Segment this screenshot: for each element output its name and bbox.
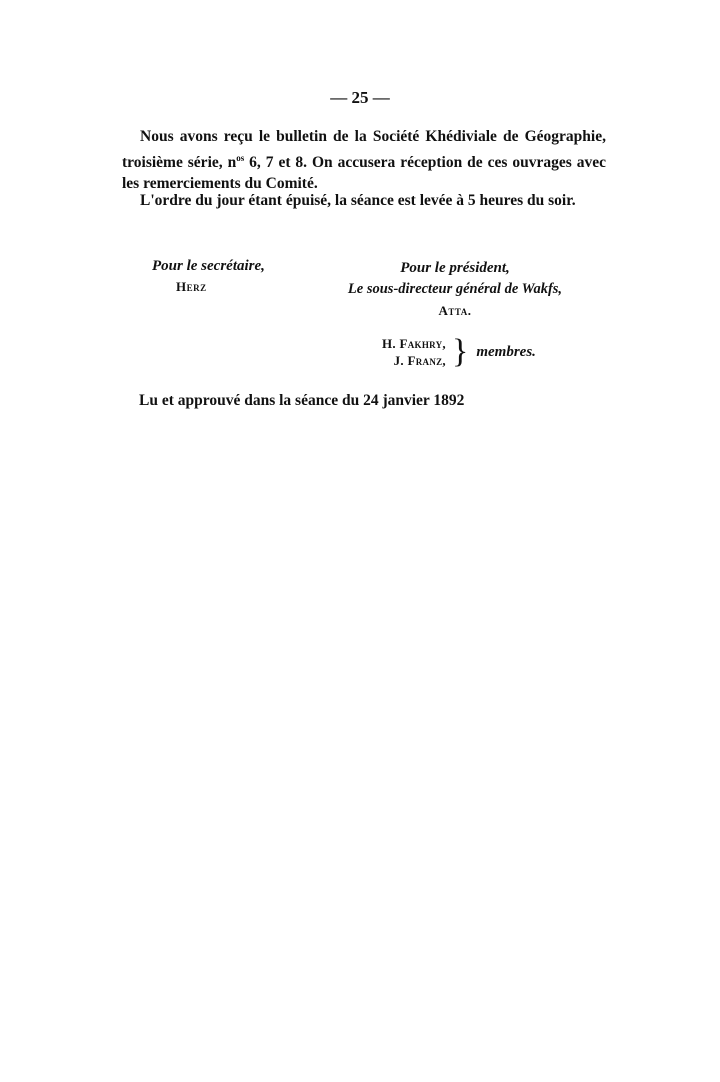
paragraph-receipt-rest: 6, 7 et 8. On accusera réception de ces ouvrages avec les remerciements du Comité. xyxy=(122,153,606,193)
president-signature-subtitle: Le sous-directeur général de Wakfs, xyxy=(347,281,563,297)
members-names xyxy=(382,335,446,369)
members-block xyxy=(382,335,536,369)
president-signature-title: Pour le président, xyxy=(400,260,510,276)
member-name: J. Franz, xyxy=(393,353,446,368)
paragraph-receipt xyxy=(122,126,606,195)
member-name: H. Fakhry, xyxy=(382,336,446,351)
paragraph-adjournment: L'ordre du jour étant épuisé, la séance est levée à 5 heures du soir. xyxy=(140,192,576,209)
members-label: membres. xyxy=(476,343,536,360)
secretary-signature-title: Pour le secrétaire, xyxy=(152,258,265,274)
approval-line: Lu et approuvé dans la séance du 24 janvier 1892 xyxy=(139,392,465,409)
secretary-signature-name: Herz xyxy=(176,279,207,294)
page-number: — 25 — xyxy=(330,88,390,107)
president-signature-name: Atta. xyxy=(438,303,472,318)
curly-brace-icon: } xyxy=(452,333,469,370)
paragraph-receipt-text: Nous avons reçu le bulletin de la Société Khédiviale de Géographie, troisième série, n xyxy=(122,128,606,171)
president-signature-block xyxy=(315,258,595,321)
paragraph-receipt-superscript: os xyxy=(236,152,245,163)
